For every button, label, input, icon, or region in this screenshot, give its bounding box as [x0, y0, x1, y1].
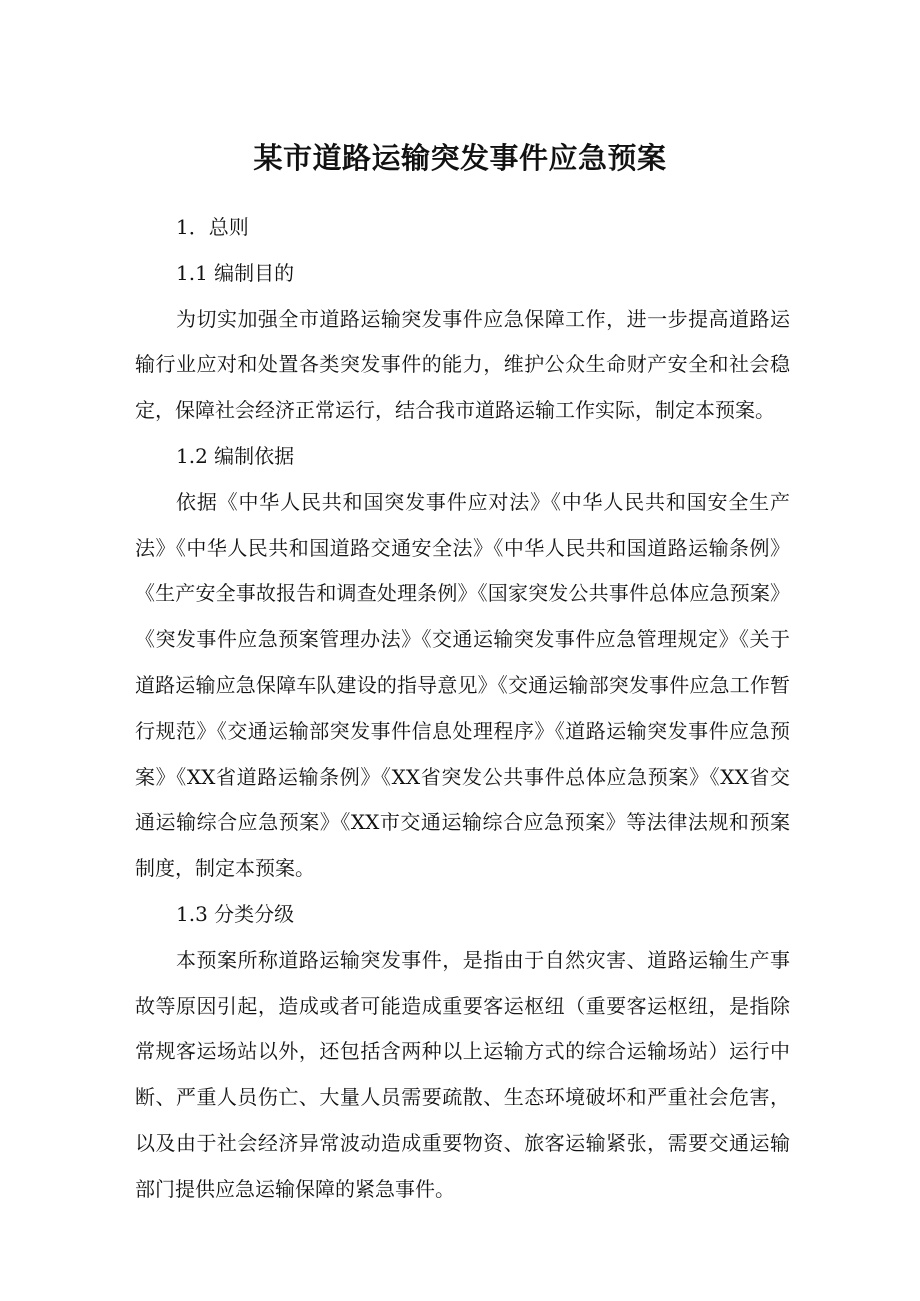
section-paragraph-basis: 依据《中华人民共和国突发事件应对法》《中华人民共和国安全生产法》《中华人民共和国道路交通安全法》《中华人民共和国道路运输条例》《生产安全事故报告和调查处理条例》《国家突发公共事件总体应急预案》《突发事件应急预案管理办法》《交通运输突发事件应急管理规定》《关于道路运输应急保障车队建设的指导意见》《交通运输部突发事件应急工作暂行规范》《交通运输部突发事件信息处理程序》《道路运输突发事件应急预案》《XX省道路运输条例》《XX省突发公共事件总体应急预案》《XX省交通运输综合应急预案》《XX市交通运输综合应急预案》等法律法规和预案制度，制定本预案。	[135, 489, 790, 881]
section-heading-basis: 1.2 编制依据	[176, 443, 295, 468]
section-heading-general: 1．总则	[176, 215, 249, 239]
document-title: 某市道路运输突发事件应急预案	[253, 141, 667, 176]
section-paragraph-purpose: 为切实加强全市道路运输突发事件应急保障工作，进一步提高道路运输行业应对和处置各类突发事件的能力，维护公众生命财产安全和社会稳定，保障社会经济正常运行，结合我市道路运输工作实际，制定本预案。	[135, 306, 790, 423]
section-heading-purpose: 1.1 编制目的	[176, 260, 295, 285]
document-body	[135, 205, 790, 1213]
section-heading-classification: 1.3 分类分级	[176, 901, 295, 926]
section-paragraph-classification: 本预案所称道路运输突发事件，是指由于自然灾害、道路运输生产事故等原因引起，造成或者可能造成重要客运枢纽（重要客运枢纽，是指除常规客运场站以外，还包括含两种以上运输方式的综合运输场站）运行中断、严重人员伤亡、大量人员需要疏散、生态环境破坏和严重社会危害，以及由于社会经济异常波动造成重要物资、旅客运输紧张，需要交通运输部门提供应急运输保障的紧急事件。	[135, 947, 790, 1201]
